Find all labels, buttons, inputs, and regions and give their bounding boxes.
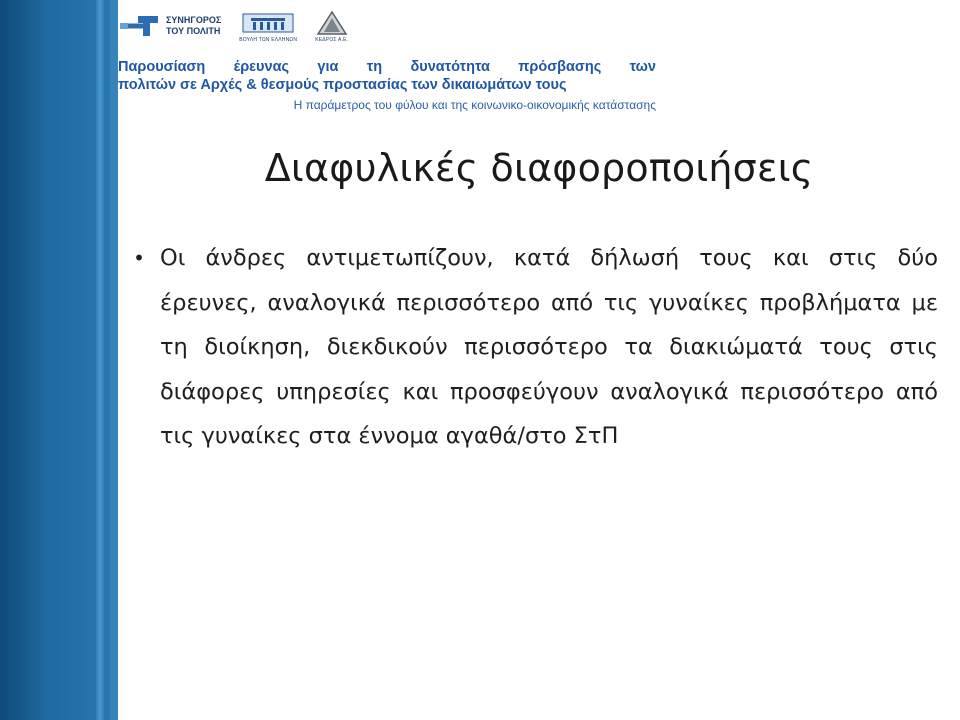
parliament-building-icon bbox=[241, 10, 295, 36]
slide-title: Διαφυλικές διαφοροποιήσεις bbox=[264, 146, 814, 190]
research-banner bbox=[118, 58, 656, 113]
bullet-item bbox=[118, 236, 940, 459]
synigoros-logo bbox=[120, 13, 221, 39]
vouli-logo bbox=[239, 10, 297, 43]
sidebar-stripe-inner bbox=[110, 0, 118, 720]
synigoros-logo-text: ΣΥΝΗΓΟΡΟΣ ΤΟΥ ΠΟΛΙΤΗ bbox=[166, 15, 222, 36]
kedros-logo-caption: ΚΕΔΡΟΣ Α.Ε. bbox=[315, 36, 349, 43]
bullet-text: Οι άνδρες αντιμετωπίζουν, κατά δήλωσή τους και στις δύο έρευνες, αναλογικά περισσότερο από τις γυναίκες προβλήματα με τη διοίκηση, διεκδικούν περισσότερο τα διακιώματά τους στις διάφορες υπηρεσίες και προσφεύγουν αναλογικά περισσότερο από τις γυναίκες στα έννομα αγαθά/στο ΣτΠ bbox=[160, 245, 938, 449]
vouli-logo-caption: ΒΟΥΛΗ ΤΩΝ ΕΛΛΗΝΩΝ bbox=[239, 36, 298, 43]
bullet-icon: • bbox=[133, 246, 145, 270]
logo-row bbox=[118, 0, 398, 52]
kedros-logo bbox=[315, 10, 348, 43]
banner-line-1: Παρουσίαση έρευνας για τη δυνατότητα πρόσβασης των bbox=[118, 59, 656, 75]
slide-content bbox=[118, 236, 940, 459]
synigoros-emblem-icon bbox=[120, 13, 160, 39]
kedros-triangle-icon bbox=[316, 10, 348, 36]
sidebar-stripe bbox=[96, 0, 104, 720]
banner-subtitle: Η παράμετρος του φύλου και της κοινωνικο-οικονομικής κατάστασης bbox=[293, 98, 656, 112]
banner-line-2: πολιτών σε Αρχές & θεσμούς προστασίας των δικαιωμάτων τους bbox=[118, 77, 567, 93]
